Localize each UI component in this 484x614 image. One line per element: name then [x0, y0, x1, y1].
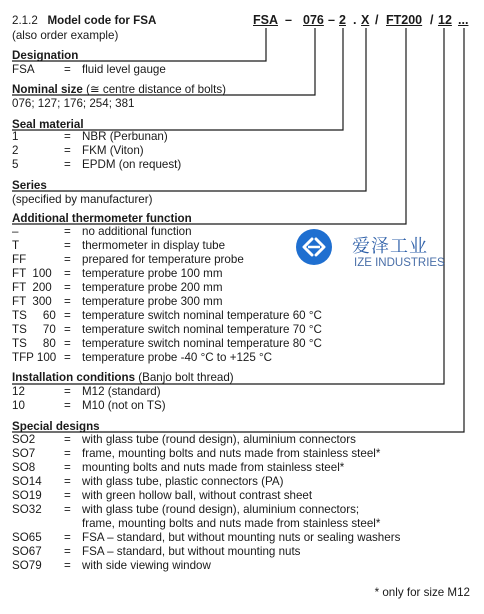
item-code: FF: [12, 253, 27, 266]
series-note: (specified by manufacturer): [12, 193, 153, 206]
item-equals: =: [64, 158, 71, 171]
code-2: 2: [339, 13, 346, 27]
code-076: 076: [303, 13, 324, 27]
item-description: temperature switch nominal temperature 70 °C: [82, 323, 322, 336]
item-equals: =: [64, 503, 71, 516]
item-description: FSA – standard, but without mounting nuts: [82, 545, 301, 558]
item-code: FSA: [12, 63, 35, 76]
code-x: X: [361, 13, 370, 27]
ize-logo-chinese: 爱泽工业: [352, 236, 428, 257]
page-subtitle: (also order example): [12, 29, 119, 42]
item-description: no additional function: [82, 225, 192, 238]
designation-heading: Designation: [12, 49, 79, 62]
item-code: 5: [12, 158, 19, 171]
item-description: M10 (not on TS): [82, 399, 166, 412]
item-equals: =: [64, 239, 71, 252]
item-description: FKM (Viton): [82, 144, 144, 157]
item-description: temperature probe 200 mm: [82, 281, 223, 294]
item-equals: =: [64, 399, 71, 412]
item-code: FT 300: [12, 295, 52, 308]
item-code: –: [12, 225, 19, 238]
item-equals: =: [64, 545, 71, 558]
section-number: 2.1.2: [12, 14, 38, 27]
item-description: frame, mounting bolts and nuts made from stainless steel*: [82, 447, 381, 460]
nominal-size-note: (≅ centre distance of bolts): [86, 83, 226, 96]
item-equals: =: [64, 267, 71, 280]
item-code: SO65: [12, 531, 42, 544]
item-description: temperature probe 100 mm: [82, 267, 223, 280]
code-sep: –: [285, 13, 292, 27]
installation-note: (Banjo bolt thread): [138, 371, 234, 384]
item-code: SO79: [12, 559, 42, 572]
item-equals: =: [64, 225, 71, 238]
item-code: FT 200: [12, 281, 52, 294]
item-code: TS 60: [12, 309, 56, 322]
item-equals: =: [64, 351, 71, 364]
item-code: SO7: [12, 447, 36, 460]
item-code: 2: [12, 144, 19, 157]
item-code: SO8: [12, 461, 36, 474]
code-sep: /: [430, 13, 434, 27]
code-ft200: FT200: [386, 13, 423, 27]
item-description: temperature probe 300 mm: [82, 295, 223, 308]
item-code: TS 70: [12, 323, 56, 336]
item-code: FT 100: [12, 267, 52, 280]
item-equals: =: [64, 281, 71, 294]
item-code: TFP 100: [12, 351, 57, 364]
item-description: with glass tube, plastic connectors (PA): [82, 475, 284, 488]
thermometer-heading: Additional thermometer function: [12, 212, 192, 225]
item-description: M12 (standard): [82, 385, 161, 398]
item-description: temperature switch nominal temperature 80 °C: [82, 337, 322, 350]
item-equals: =: [64, 531, 71, 544]
footnote: * only for size M12: [374, 586, 470, 599]
item-code: SO67: [12, 545, 42, 558]
series-heading: Series: [12, 179, 47, 192]
item-description: with glass tube (round design), aluminium connectors: [82, 433, 356, 446]
item-code: 10: [12, 399, 25, 412]
code-sep: –: [328, 13, 335, 27]
nominal-size-heading: Nominal size: [12, 83, 83, 96]
item-equals: =: [64, 385, 71, 398]
installation-heading: Installation conditions: [12, 371, 136, 384]
item-description: fluid level gauge: [82, 63, 166, 76]
ize-logo-english: IZE INDUSTRIES: [354, 257, 445, 269]
item-description: with green hollow ball, without contrast sheet: [82, 489, 313, 502]
code-sep: .: [353, 13, 357, 27]
item-description: with glass tube (round design), aluminium connectors;: [82, 503, 360, 516]
item-equals: =: [64, 63, 71, 76]
item-description: NBR (Perbunan): [82, 130, 168, 143]
special-heading: Special designs: [12, 420, 100, 433]
item-code: SO32: [12, 503, 42, 516]
item-equals: =: [64, 309, 71, 322]
item-code: 1: [12, 130, 19, 143]
item-equals: =: [64, 433, 71, 446]
item-equals: =: [64, 253, 71, 266]
item-equals: =: [64, 559, 71, 572]
item-description: EPDM (on request): [82, 158, 182, 171]
item-code: SO19: [12, 489, 42, 502]
nominal-size-values: 076; 127; 176; 254; 381: [12, 97, 135, 110]
item-description: mounting bolts and nuts made from stainless steel*: [82, 461, 345, 474]
item-description: temperature switch nominal temperature 60 °C: [82, 309, 322, 322]
code-12: 12: [438, 13, 452, 27]
item-equals: =: [64, 144, 71, 157]
item-equals: =: [64, 295, 71, 308]
item-equals: =: [64, 461, 71, 474]
item-equals: =: [64, 337, 71, 350]
item-equals: =: [64, 447, 71, 460]
code-sep: /: [375, 13, 379, 27]
page-title: Model code for FSA: [47, 14, 157, 27]
code-fsa: FSA: [253, 13, 278, 27]
item-equals: =: [64, 489, 71, 502]
item-code: SO14: [12, 475, 42, 488]
item-equals: =: [64, 475, 71, 488]
item-code: TS 80: [12, 337, 56, 350]
item-code: SO2: [12, 433, 36, 446]
item-description: temperature probe -40 °C to +125 °C: [82, 351, 273, 364]
item-equals: =: [64, 130, 71, 143]
item-code: T: [12, 239, 20, 252]
code-dots: ...: [458, 13, 469, 27]
seal-material-heading: Seal material: [12, 118, 84, 131]
item-description: prepared for temperature probe: [82, 253, 244, 266]
item-equals: =: [64, 323, 71, 336]
item-description: with side viewing window: [82, 559, 211, 572]
item-description: thermometer in display tube: [82, 239, 226, 252]
item-description: frame, mounting bolts and nuts made from stainless steel*: [82, 517, 381, 530]
item-description: FSA – standard, but without mounting nuts or sealing washers: [82, 531, 401, 544]
ize-logo-icon: [296, 229, 332, 265]
item-code: 12: [12, 385, 25, 398]
